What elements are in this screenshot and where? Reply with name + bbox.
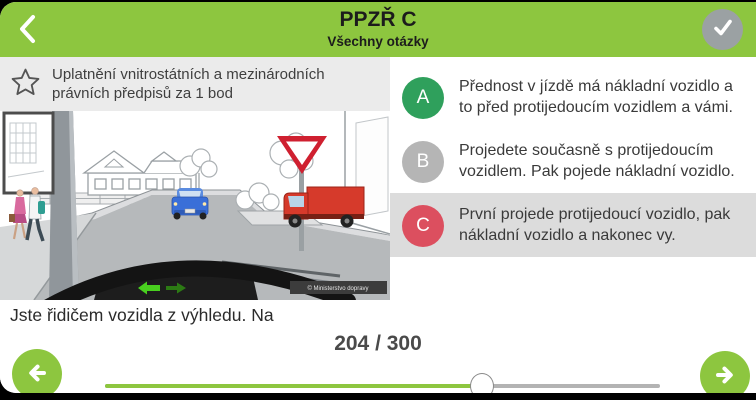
answer-option-a[interactable] bbox=[390, 65, 756, 129]
previous-question-button[interactable] bbox=[12, 349, 62, 393]
question-image bbox=[0, 111, 390, 300]
answer-text-c: První projede protijedoucí vozidlo, pak nákladní vozidlo a nakonec vy. bbox=[459, 206, 731, 245]
chevron-left-icon bbox=[8, 38, 50, 53]
navigation-bar bbox=[0, 330, 756, 393]
slider-fill bbox=[105, 384, 482, 388]
question-text: Jste řidičem vozidla z výhledu. Na bbox=[10, 305, 274, 325]
arrow-right-icon bbox=[711, 361, 739, 392]
question-slider[interactable] bbox=[105, 373, 660, 393]
answer-text-b: Projedete současně s protijedoucím vozidlem. Pak pojede nákladní vozidlo. bbox=[459, 142, 735, 181]
blue-car bbox=[172, 188, 208, 220]
answer-text-a: Přednost v jízdě má nákladní vozidlo a to před protijedoucím vozidlem a vámi. bbox=[459, 78, 733, 117]
page-subtitle: Všechny otázky bbox=[327, 34, 429, 49]
arrow-left-icon bbox=[23, 359, 51, 390]
star-outline-icon[interactable] bbox=[10, 67, 41, 102]
svg-text:© Ministerstvo dopravy: © Ministerstvo dopravy bbox=[307, 286, 369, 292]
slider-thumb[interactable] bbox=[470, 373, 494, 393]
category-text: Uplatnění vnitrostátních a mezinárodních právních předpisů za 1 bod bbox=[52, 65, 325, 102]
page-title: PPZŘ C bbox=[339, 8, 417, 31]
answer-option-c[interactable] bbox=[390, 193, 756, 257]
app-header bbox=[0, 2, 756, 57]
answer-option-b[interactable] bbox=[390, 129, 756, 193]
question-panel bbox=[0, 57, 390, 328]
answer-badge-a: A bbox=[402, 77, 444, 119]
answers-panel bbox=[390, 57, 756, 330]
next-question-button[interactable] bbox=[700, 351, 750, 393]
category-bar bbox=[0, 57, 390, 111]
back-button[interactable] bbox=[8, 8, 50, 50]
answer-badge-c: C bbox=[402, 205, 444, 247]
answer-badge-b: B bbox=[402, 141, 444, 183]
image-credit bbox=[290, 281, 387, 294]
app-screen bbox=[0, 2, 756, 393]
checkmark-icon bbox=[710, 15, 736, 44]
header-titles bbox=[60, 2, 696, 57]
confirm-button[interactable] bbox=[702, 9, 743, 50]
question-counter: 204 / 300 bbox=[334, 332, 422, 355]
